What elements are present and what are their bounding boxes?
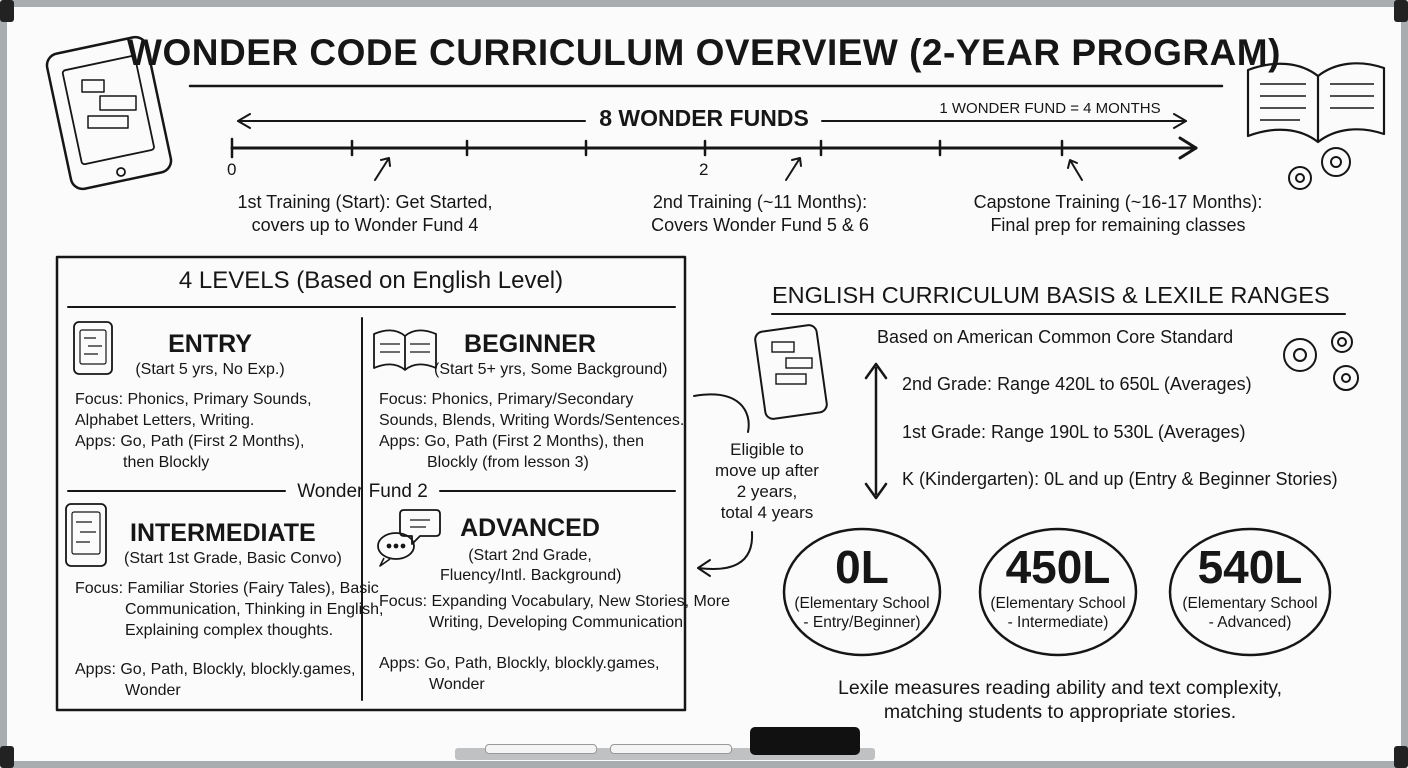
level-advanced-title: ADVANCED — [460, 514, 600, 542]
level-entry-details — [75, 389, 312, 473]
english-heading: ENGLISH CURRICULUM BASIS & LEXILE RANGES — [772, 282, 1330, 308]
lexile-caption-line2: - Intermediate) — [1007, 614, 1109, 631]
training-2 — [600, 191, 920, 237]
level-advanced-start-line1: (Start 2nd Grade, — [468, 547, 592, 564]
range-1st-grade: 1st Grade: Range 190L to 530L (Averages) — [902, 422, 1246, 442]
training-1-line1: 1st Training (Start): Get Started, — [237, 192, 493, 212]
timeline-label: 8 WONDER FUNDS — [599, 105, 809, 131]
tick-label-start: 0 — [227, 160, 237, 179]
training-3-line2: Final prep for remaining classes — [990, 215, 1246, 235]
level-beginner-title: BEGINNER — [464, 330, 596, 358]
page-title: WONDER CODE CURRICULUM OVERVIEW (2-YEAR PROGRAM) — [127, 32, 1281, 73]
training-1-line2: covers up to Wonder Fund 4 — [251, 215, 479, 235]
lexile-footer-line1: Lexile measures reading ability and text complexity, — [837, 677, 1283, 699]
level-advanced-apps: Apps: Go, Path, Blockly, blockly.games, Wonder — [379, 655, 660, 693]
level-entry-title: ENTRY — [168, 330, 252, 358]
lexile-value: 540L — [1197, 541, 1303, 593]
lexile-footer — [770, 676, 1350, 724]
level-intermediate-apps: Apps: Go, Path, Blockly, blockly.games, Wonder — [75, 661, 356, 699]
range-kindergarten: K (Kindergarten): 0L and up (Entry & Beginner Stories) — [902, 469, 1338, 489]
lexile-caption-line1: (Elementary School — [990, 595, 1126, 612]
level-advanced-start-line2: Fluency/Intl. Background) — [440, 567, 622, 584]
tablet-icon — [754, 324, 828, 420]
level-intermediate-title: INTERMEDIATE — [130, 519, 316, 547]
range-2nd-grade: 2nd Grade: Range 420L to 650L (Averages) — [902, 374, 1252, 394]
eligibility-line: 2 years, — [736, 482, 798, 501]
lexile-caption-line2: - Advanced) — [1208, 614, 1292, 631]
timeline-rate: 1 WONDER FUND = 4 MONTHS — [939, 100, 1161, 117]
lexile-value: 450L — [1005, 541, 1111, 593]
training-2-line1: 2nd Training (~11 Months): — [652, 192, 868, 212]
level-entry-start: (Start 5 yrs, No Exp.) — [135, 361, 285, 378]
chat-bubbles-icon — [378, 510, 440, 566]
training-1 — [195, 191, 535, 237]
tablet-icon — [74, 322, 112, 374]
eligibility-line: total 4 years — [720, 503, 814, 522]
lexile-caption-line1: (Elementary School — [794, 595, 930, 612]
level-entry-apps-line2: then Blockly — [123, 454, 210, 471]
training-capstone — [940, 191, 1296, 237]
level-beginner-details — [379, 389, 684, 473]
gear-icon — [1289, 148, 1350, 189]
lexile-caption-line1: (Elementary School — [1182, 595, 1318, 612]
training-3-line1: Capstone Training (~16-17 Months): — [973, 192, 1263, 212]
lexile-caption-line2: - Entry/Beginner) — [803, 614, 921, 631]
level-entry-apps-line1: Apps: Go, Path (First 2 Months), — [75, 433, 305, 450]
level-entry-focus-line1: Focus: Phonics, Primary Sounds, — [75, 391, 312, 408]
lexile-circle-0l — [784, 540, 940, 632]
tablet-icon — [66, 504, 106, 566]
eligibility-line: move up after — [715, 461, 819, 480]
level-beginner-apps-line2: Blockly (from lesson 3) — [427, 454, 589, 471]
book-icon — [1248, 63, 1384, 142]
level-entry-focus-line2: Alphabet Letters, Writing. — [75, 412, 255, 429]
lexile-value: 0L — [835, 541, 889, 593]
wonder-fund-divider-label: Wonder Fund 2 — [297, 481, 428, 502]
tick-label-mid: 2 — [699, 160, 709, 179]
book-icon — [374, 330, 436, 370]
level-beginner-apps-line1: Apps: Go, Path (First 2 Months), then — [379, 433, 644, 450]
lexile-footer-line2: matching students to appropriate stories. — [883, 701, 1237, 723]
level-beginner-focus-line2: Sounds, Blends, Writing Words/Sentences. — [379, 412, 685, 429]
english-basis: Based on American Common Core Standard — [877, 327, 1234, 347]
level-advanced-start — [440, 546, 620, 586]
level-beginner-focus-line1: Focus: Phonics, Primary/Secondary — [379, 391, 634, 408]
level-advanced-focus: Focus: Expanding Vocabulary, New Stories, More Writing, Developing Communication. — [379, 593, 730, 631]
level-intermediate-start: (Start 1st Grade, Basic Convo) — [124, 550, 342, 567]
levels-heading: 4 LEVELS (Based on English Level) — [178, 267, 564, 294]
level-beginner-start: (Start 5+ yrs, Some Background) — [434, 361, 668, 378]
level-intermediate-focus: Focus: Familiar Stories (Fairy Tales), Basic Communication, Thinking in English, Explaining complex thoughts. — [75, 580, 384, 639]
training-2-line2: Covers Wonder Fund 5 & 6 — [651, 215, 869, 235]
lexile-circle-450l — [980, 540, 1136, 632]
gear-icon — [1284, 332, 1358, 390]
eligibility-note — [698, 439, 836, 523]
lexile-circle-540l — [1170, 540, 1330, 632]
eligibility-line: Eligible to — [730, 440, 804, 459]
